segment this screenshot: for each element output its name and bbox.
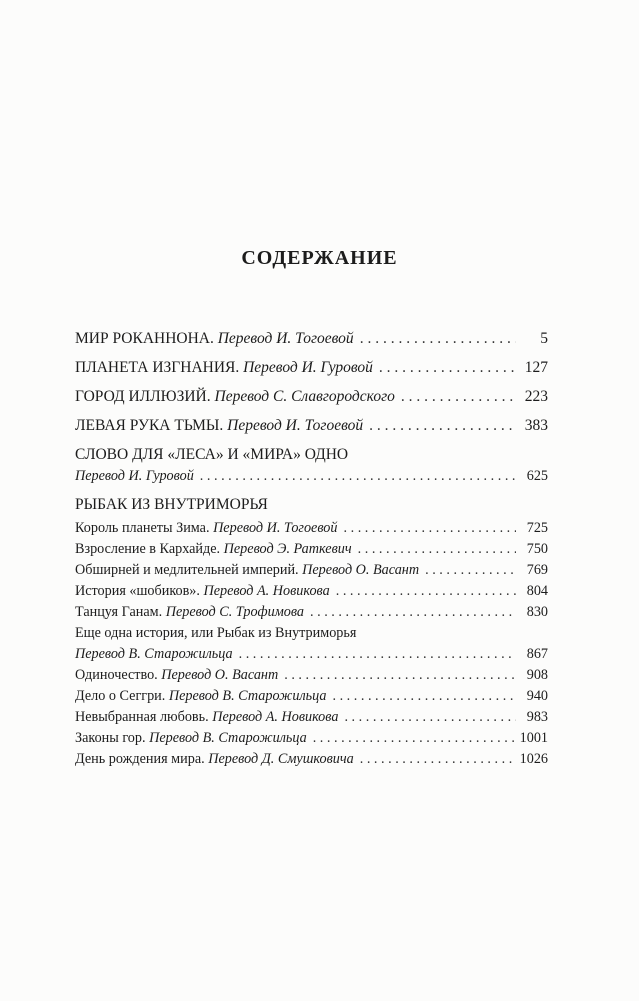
toc-entry-two-line	[75, 444, 548, 487]
entry-page: 940	[526, 688, 548, 704]
entry-title: Танцуя Ганам.	[75, 604, 163, 620]
toc-entry	[75, 328, 548, 350]
entry-page: 1001	[519, 730, 548, 746]
entry-page: 223	[524, 388, 548, 405]
entry-title: Обширней и медлительней империй.	[75, 562, 299, 578]
entry-title: СЛОВО ДЛЯ «ЛЕСА» И «МИРА» ОДНО	[75, 446, 349, 463]
toc-entry	[75, 602, 548, 623]
toc-entry	[75, 728, 548, 749]
entry-title: ГОРОД ИЛЛЮЗИЙ.	[75, 388, 211, 405]
entry-page: 383	[524, 417, 548, 434]
dot-leader	[344, 518, 517, 539]
entry-page: 908	[526, 667, 548, 683]
entry-translator: Перевод И. Гуровой	[75, 468, 194, 484]
dot-leader	[332, 686, 516, 707]
entry-page: 625	[526, 468, 548, 484]
entry-page: 5	[540, 330, 548, 347]
entry-translator: Перевод С. Трофимова	[165, 604, 305, 620]
entry-translator: Перевод И. Тогоевой	[227, 417, 364, 434]
entry-translator: Перевод А. Новикова	[203, 583, 330, 599]
entry-page: 725	[526, 520, 548, 536]
entry-title: Одиночество.	[75, 667, 158, 683]
dot-leader	[369, 415, 516, 437]
entry-page: 804	[526, 583, 548, 599]
entry-translator: Перевод Д. Смушковича	[208, 751, 354, 767]
page-title: СОДЕРЖАНИЕ	[241, 247, 398, 269]
entry-title: ЛЕВАЯ РУКА ТЬМЫ.	[75, 417, 224, 434]
toc-entry	[75, 415, 548, 437]
dot-leader	[284, 665, 516, 686]
entry-translator: Перевод А. Новикова	[212, 709, 339, 725]
entry-translator: Перевод В. Старожильца	[75, 646, 233, 662]
toc-entry	[75, 686, 548, 707]
dot-leader	[425, 560, 516, 581]
entry-title: МИР РОКАННОНА.	[75, 330, 214, 347]
dot-leader	[239, 644, 516, 665]
entry-title: Невыбранная любовь.	[75, 709, 209, 725]
dot-leader	[313, 728, 514, 749]
dot-leader	[360, 749, 514, 770]
entry-title: Король планеты Зима.	[75, 520, 210, 536]
toc-entry	[75, 357, 548, 379]
dot-leader	[360, 328, 516, 350]
entry-translator: Перевод В. Старожильца	[168, 688, 327, 704]
entry-title: День рождения мира.	[75, 751, 205, 767]
entry-translator: Перевод С. Славгородского	[214, 388, 395, 405]
entry-title: ПЛАНЕТА ИЗГНАНИЯ.	[75, 359, 240, 376]
dot-leader	[358, 539, 516, 560]
toc-entry	[75, 749, 548, 770]
entry-title: Дело о Сеггри.	[75, 688, 166, 704]
toc-entry	[75, 581, 548, 602]
toc-entry-two-line	[75, 623, 548, 665]
entry-page: 830	[526, 604, 548, 620]
dot-leader	[200, 466, 516, 487]
entry-title: Законы гор.	[75, 730, 146, 746]
dot-leader	[336, 581, 516, 602]
toc-entry	[75, 386, 548, 408]
dot-leader	[379, 357, 516, 379]
toc-entry	[75, 707, 548, 728]
entry-page: 127	[524, 359, 548, 376]
toc-entry	[75, 560, 548, 581]
entry-translator: Перевод И. Тогоевой	[217, 330, 354, 347]
entry-translator: Перевод И. Тогоевой	[213, 520, 338, 536]
entry-translator: Перевод О. Васант	[302, 562, 420, 578]
entry-translator: Перевод И. Гуровой	[243, 359, 373, 376]
toc-entry	[75, 539, 548, 560]
dot-leader	[344, 707, 516, 728]
entry-translator: Перевод В. Старожильца	[149, 730, 307, 746]
dot-leader	[401, 386, 516, 408]
entry-page: 750	[526, 541, 548, 557]
entry-page: 867	[526, 646, 548, 662]
entry-title: Взросление в Кархайде.	[75, 541, 221, 557]
entry-title: Еще одна история, или Рыбак из Внутриморья	[75, 625, 357, 641]
entry-page: 769	[526, 562, 548, 578]
entry-page: 983	[526, 709, 548, 725]
dot-leader	[310, 602, 516, 623]
toc-entry	[75, 518, 548, 539]
entry-page: 1026	[519, 751, 548, 767]
entry-translator: Перевод О. Васант	[161, 667, 279, 683]
toc-entry	[75, 665, 548, 686]
entry-title: История «шобиков».	[75, 583, 200, 599]
table-of-contents	[75, 328, 548, 770]
section-title: РЫБАК ИЗ ВНУТРИМОРЬЯ	[75, 496, 268, 513]
entry-translator: Перевод Э. Раткевич	[223, 541, 352, 557]
